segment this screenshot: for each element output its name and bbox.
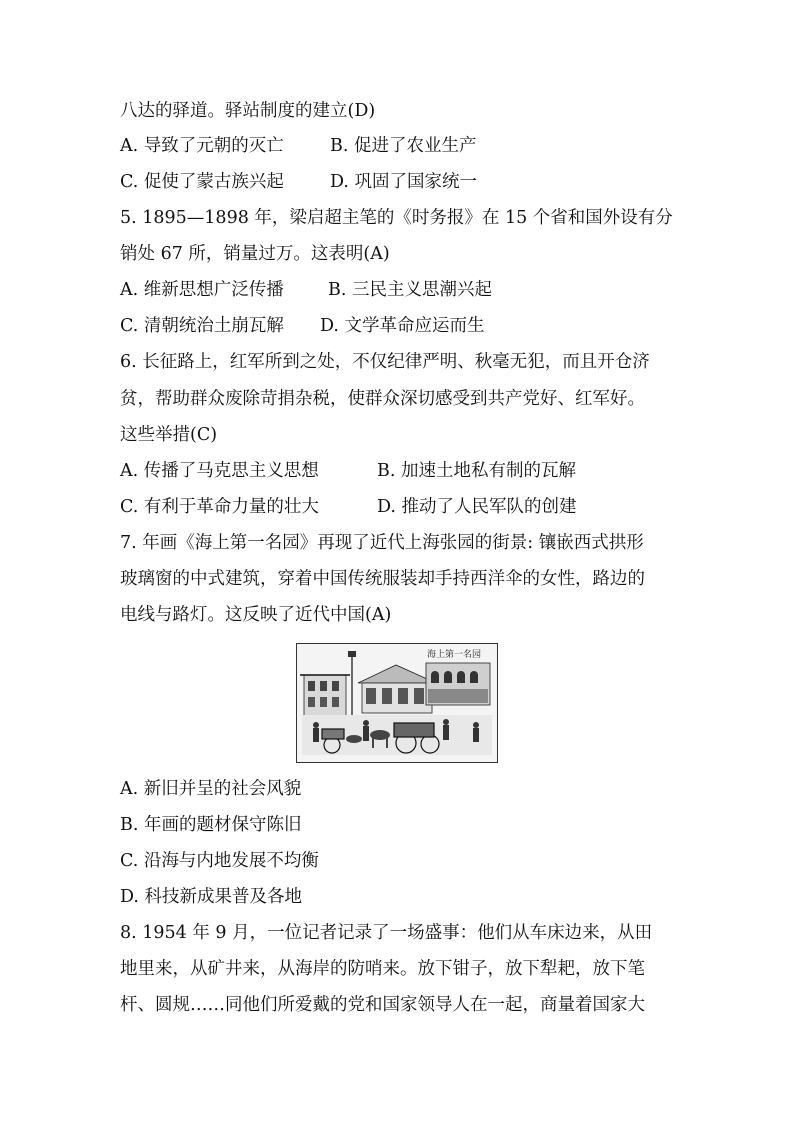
q6-stem-line-2: 贫，帮助群众废除苛捐杂税，使群众深切感受到共产党好、红军好。 [120,389,645,409]
q4-option-a: A. 导致了元朝的灭亡 [120,136,284,156]
q6-options-row-2 [120,489,680,525]
q6-option-b: B. 加速土地私有制的瓦解 [377,461,576,481]
q7-option-a: A. 新旧并呈的社会风貌 [120,779,302,799]
figure-caption: 海上第一名园 [426,650,482,660]
q4-option-d: D. 巩固了国家统一 [330,172,478,192]
new-year-painting-figure [296,643,498,763]
q5-option-a: A. 维新思想广泛传播 [120,280,284,300]
q7-stem-line-1: 7. 年画《海上第一名园》再现了近代上海张园的街景: 镶嵌西式拱形 [120,533,644,553]
q6-option-a: A. 传播了马克思主义思想 [120,461,319,481]
q5-options-row-1 [120,272,680,308]
q4-option-c: C. 促使了蒙古族兴起 [120,172,284,192]
q4-stem-tail: 八达的驿道。驿站制度的建立(D) [120,101,376,121]
q6-options-row-1 [120,453,680,489]
q7-option-b: B. 年画的题材保守陈旧 [120,815,302,835]
q7-option-c: C. 沿海与内地发展不均衡 [120,851,319,871]
q4-options-row-2 [120,164,680,200]
q8-stem-line-3: 杆、圆规……同他们所爱戴的党和国家领导人在一起，商量着国家大 [120,995,645,1015]
left-building-icon [300,675,350,717]
q7-stem-line-2: 玻璃窗的中式建筑，穿着中国传统服装却手持西洋伞的女性，路边的 [120,569,645,589]
q5-stem-line-2: 销处 67 所，销量过万。这表明(A) [120,244,390,264]
q7-option-d: D. 科技新成果普及各地 [120,887,303,907]
western-arch-building-icon [426,663,490,705]
q7-stem-line-3: 电线与路灯。这反映了近代中国(A) [120,605,392,625]
q5-stem-line-1: 5. 1895—1898 年，梁启超主笔的《时务报》在 15 个省和国外设有分 [120,208,673,228]
q6-stem-line-3: 这些举措(C) [120,425,218,445]
q5-option-c: C. 清朝统治土崩瓦解 [120,316,284,336]
q4-option-b: B. 促进了农业生产 [330,136,477,156]
q5-option-d: D. 文学革命应运而生 [320,316,485,336]
q5-option-b: B. 三民主义思潮兴起 [328,280,492,300]
q8-stem-line-2: 地里来，从矿井来，从海岸的防哨来。放下钳子，放下犁耙，放下笔 [120,959,645,979]
q6-option-c: C. 有利于革命力量的壮大 [120,497,319,517]
q4-options-row-1 [120,128,680,164]
q6-option-d: D. 推动了人民军队的创建 [377,497,577,517]
q5-options-row-2 [120,308,680,344]
q8-stem-line-1: 8. 1954 年 9 月，一位记者记录了一场盛事：他们从车床边来，从田 [120,923,653,943]
q6-stem-line-1: 6. 长征路上，红军所到之处，不仅纪律严明、秋毫无犯，而且开仓济 [120,352,650,372]
